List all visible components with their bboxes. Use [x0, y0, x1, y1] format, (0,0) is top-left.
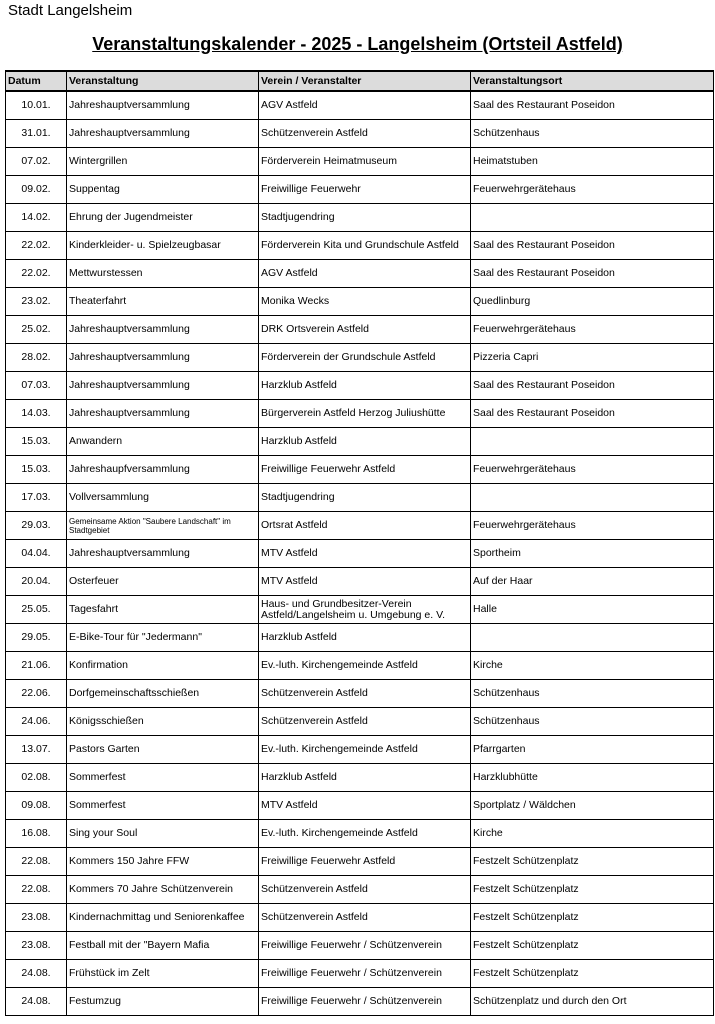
cell-date: 15.03. — [6, 428, 67, 456]
cell-event: Festumzug — [67, 988, 259, 1016]
cell-organizer: Förderverein Kita und Grundschule Astfeld — [259, 232, 471, 260]
cell-organizer: Ortsrat Astfeld — [259, 512, 471, 540]
cell-organizer: Harzklub Astfeld — [259, 764, 471, 792]
cell-event: Jahreshauptversammlung — [67, 344, 259, 372]
cell-location: Sportheim — [471, 540, 714, 568]
cell-organizer: Stadtjugendring — [259, 204, 471, 232]
cell-organizer: Freiwillige Feuerwehr Astfeld — [259, 456, 471, 484]
cell-location: Feuerwehrgerätehaus — [471, 456, 714, 484]
cell-organizer: Freiwillige Feuerwehr — [259, 176, 471, 204]
table-row — [6, 876, 714, 904]
table-row — [6, 316, 714, 344]
cell-event: Anwandern — [67, 428, 259, 456]
cell-location: Festzelt Schützenplatz — [471, 848, 714, 876]
cell-date: 23.08. — [6, 904, 67, 932]
table-row — [6, 260, 714, 288]
cell-location: Saal des Restaurant Poseidon — [471, 232, 714, 260]
table-row — [6, 372, 714, 400]
cell-event: Sing your Soul — [67, 820, 259, 848]
cell-location: Festzelt Schützenplatz — [471, 932, 714, 960]
table-row — [6, 91, 714, 120]
cell-event: Festball mit der "Bayern Mafia — [67, 932, 259, 960]
table-row — [6, 400, 714, 428]
cell-event: Jahreshauptversammlung — [67, 400, 259, 428]
cell-event: Tagesfahrt — [67, 596, 259, 624]
table-row — [6, 512, 714, 540]
cell-location: Saal des Restaurant Poseidon — [471, 400, 714, 428]
cell-date: 22.08. — [6, 848, 67, 876]
cell-location: Pfarrgarten — [471, 736, 714, 764]
cell-date: 09.02. — [6, 176, 67, 204]
cell-location: Quedlinburg — [471, 288, 714, 316]
cell-organizer: Schützenverein Astfeld — [259, 120, 471, 148]
cell-organizer: Förderverein der Grundschule Astfeld — [259, 344, 471, 372]
table-row — [6, 960, 714, 988]
cell-organizer: Ev.-luth. Kirchengemeinde Astfeld — [259, 820, 471, 848]
cell-organizer: Schützenverein Astfeld — [259, 876, 471, 904]
cell-date: 24.06. — [6, 708, 67, 736]
cell-event: Wintergrillen — [67, 148, 259, 176]
cell-organizer: Ev.-luth. Kirchengemeinde Astfeld — [259, 736, 471, 764]
column-header-event: Veranstaltung — [67, 71, 259, 91]
cell-date: 07.03. — [6, 372, 67, 400]
table-row — [6, 568, 714, 596]
cell-location: Festzelt Schützenplatz — [471, 960, 714, 988]
cell-organizer: Freiwillige Feuerwehr / Schützenverein — [259, 960, 471, 988]
cell-location: Feuerwehrgerätehaus — [471, 512, 714, 540]
cell-date: 25.02. — [6, 316, 67, 344]
cell-date: 09.08. — [6, 792, 67, 820]
cell-organizer: MTV Astfeld — [259, 568, 471, 596]
column-header-location: Veranstaltungsort — [471, 71, 714, 91]
table-row — [6, 232, 714, 260]
table-row — [6, 204, 714, 232]
cell-organizer: MTV Astfeld — [259, 540, 471, 568]
cell-date: 16.08. — [6, 820, 67, 848]
table-row — [6, 736, 714, 764]
events-table — [5, 70, 714, 1016]
cell-organizer: Schützenverein Astfeld — [259, 904, 471, 932]
cell-location: Auf der Haar — [471, 568, 714, 596]
cell-organizer: Schützenverein Astfeld — [259, 680, 471, 708]
cell-date: 22.02. — [6, 260, 67, 288]
column-header-date: Datum — [6, 71, 67, 91]
cell-date: 22.06. — [6, 680, 67, 708]
cell-event: Dorfgemeinschaftsschießen — [67, 680, 259, 708]
cell-location: Sportplatz / Wäldchen — [471, 792, 714, 820]
table-row — [6, 176, 714, 204]
cell-date: 29.03. — [6, 512, 67, 540]
cell-location: Feuerwehrgerätehaus — [471, 316, 714, 344]
cell-event: Mettwurstessen — [67, 260, 259, 288]
table-row — [6, 848, 714, 876]
cell-location: Schützenhaus — [471, 708, 714, 736]
cell-event: Jahreshaupfversammlung — [67, 456, 259, 484]
table-row — [6, 456, 714, 484]
cell-date: 29.05. — [6, 624, 67, 652]
table-row — [6, 904, 714, 932]
table-row — [6, 820, 714, 848]
cell-organizer: MTV Astfeld — [259, 792, 471, 820]
cell-date: 02.08. — [6, 764, 67, 792]
cell-location: Kirche — [471, 652, 714, 680]
cell-location: Pizzeria Capri — [471, 344, 714, 372]
cell-event: Konfirmation — [67, 652, 259, 680]
cell-organizer: Stadtjugendring — [259, 484, 471, 512]
cell-event: Kommers 70 Jahre Schützenverein — [67, 876, 259, 904]
cell-organizer: Harzklub Astfeld — [259, 372, 471, 400]
cell-organizer: Haus- und Grundbesitzer-Verein Astfeld/Langelsheim u. Umgebung e. V. — [259, 596, 471, 624]
cell-event: Kinderkleider- u. Spielzeugbasar — [67, 232, 259, 260]
cell-event: Ehrung der Jugendmeister — [67, 204, 259, 232]
table-row — [6, 764, 714, 792]
cell-organizer: Freiwillige Feuerwehr / Schützenverein — [259, 932, 471, 960]
page-title: Veranstaltungskalender - 2025 - Langelsheim (Ortsteil Astfeld) — [92, 34, 623, 54]
cell-event: Vollversammlung — [67, 484, 259, 512]
cell-organizer: Harzklub Astfeld — [259, 428, 471, 456]
cell-event: Gemeinsame Aktion "Saubere Landschaft" im Stadtgebiet — [67, 512, 259, 540]
table-row — [6, 484, 714, 512]
cell-date: 10.01. — [6, 91, 67, 120]
table-row — [6, 624, 714, 652]
cell-organizer: Schützenverein Astfeld — [259, 708, 471, 736]
cell-date: 13.07. — [6, 736, 67, 764]
cell-event: Pastors Garten — [67, 736, 259, 764]
cell-location: Schützenhaus — [471, 120, 714, 148]
org-name: Stadt Langelsheim — [8, 2, 133, 19]
cell-event: E-Bike-Tour für "Jedermann" — [67, 624, 259, 652]
cell-organizer: Freiwillige Feuerwehr / Schützenverein — [259, 988, 471, 1016]
cell-date: 14.02. — [6, 204, 67, 232]
cell-date: 23.02. — [6, 288, 67, 316]
cell-location: Schützenplatz und durch den Ort — [471, 988, 714, 1016]
table-row — [6, 988, 714, 1016]
cell-event: Sommerfest — [67, 764, 259, 792]
cell-location — [471, 204, 714, 232]
cell-date: 22.08. — [6, 876, 67, 904]
cell-event: Jahreshauptversammlung — [67, 91, 259, 120]
cell-location — [471, 624, 714, 652]
cell-location: Saal des Restaurant Poseidon — [471, 260, 714, 288]
cell-location: Heimatstuben — [471, 148, 714, 176]
cell-event: Theaterfahrt — [67, 288, 259, 316]
cell-event: Königsschießen — [67, 708, 259, 736]
cell-event: Jahreshauptversammlung — [67, 540, 259, 568]
cell-location: Festzelt Schützenplatz — [471, 876, 714, 904]
table-row — [6, 932, 714, 960]
cell-event: Kindernachmittag und Seniorenkaffee — [67, 904, 259, 932]
table-row — [6, 288, 714, 316]
cell-organizer: AGV Astfeld — [259, 91, 471, 120]
cell-date: 04.04. — [6, 540, 67, 568]
column-header-organizer: Verein / Veranstalter — [259, 71, 471, 91]
cell-organizer: Monika Wecks — [259, 288, 471, 316]
cell-location: Schützenhaus — [471, 680, 714, 708]
cell-location: Harzklubhütte — [471, 764, 714, 792]
cell-organizer: Freiwillige Feuerwehr Astfeld — [259, 848, 471, 876]
table-row — [6, 652, 714, 680]
cell-location: Feuerwehrgerätehaus — [471, 176, 714, 204]
cell-date: 14.03. — [6, 400, 67, 428]
table-row — [6, 148, 714, 176]
table-row — [6, 792, 714, 820]
cell-event: Jahreshauptversammlung — [67, 372, 259, 400]
cell-event: Jahreshauptversammlung — [67, 316, 259, 344]
cell-organizer: Förderverein Heimatmuseum — [259, 148, 471, 176]
table-row — [6, 344, 714, 372]
table-row — [6, 708, 714, 736]
cell-location: Saal des Restaurant Poseidon — [471, 91, 714, 120]
table-row — [6, 428, 714, 456]
cell-organizer: AGV Astfeld — [259, 260, 471, 288]
cell-organizer: Ev.-luth. Kirchengemeinde Astfeld — [259, 652, 471, 680]
cell-event: Sommerfest — [67, 792, 259, 820]
cell-date: 15.03. — [6, 456, 67, 484]
cell-event: Jahreshauptversammlung — [67, 120, 259, 148]
cell-date: 25.05. — [6, 596, 67, 624]
cell-date: 17.03. — [6, 484, 67, 512]
cell-location: Festzelt Schützenplatz — [471, 904, 714, 932]
table-row — [6, 680, 714, 708]
table-header-row — [6, 71, 714, 91]
cell-organizer: Harzklub Astfeld — [259, 624, 471, 652]
table-row — [6, 120, 714, 148]
cell-date: 21.06. — [6, 652, 67, 680]
cell-date: 20.04. — [6, 568, 67, 596]
table-row — [6, 596, 714, 624]
cell-event: Osterfeuer — [67, 568, 259, 596]
cell-date: 23.08. — [6, 932, 67, 960]
cell-date: 28.02. — [6, 344, 67, 372]
table-row — [6, 540, 714, 568]
cell-event: Frühstück im Zelt — [67, 960, 259, 988]
cell-organizer: Bürgerverein Astfeld Herzog Juliushütte — [259, 400, 471, 428]
cell-date: 07.02. — [6, 148, 67, 176]
cell-date: 22.02. — [6, 232, 67, 260]
cell-date: 24.08. — [6, 960, 67, 988]
cell-location: Saal des Restaurant Poseidon — [471, 372, 714, 400]
cell-location: Halle — [471, 596, 714, 624]
cell-date: 24.08. — [6, 988, 67, 1016]
cell-location: Kirche — [471, 820, 714, 848]
cell-event: Kommers 150 Jahre FFW — [67, 848, 259, 876]
cell-location — [471, 428, 714, 456]
cell-organizer: DRK Ortsverein Astfeld — [259, 316, 471, 344]
cell-date: 31.01. — [6, 120, 67, 148]
cell-location — [471, 484, 714, 512]
cell-event: Suppentag — [67, 176, 259, 204]
